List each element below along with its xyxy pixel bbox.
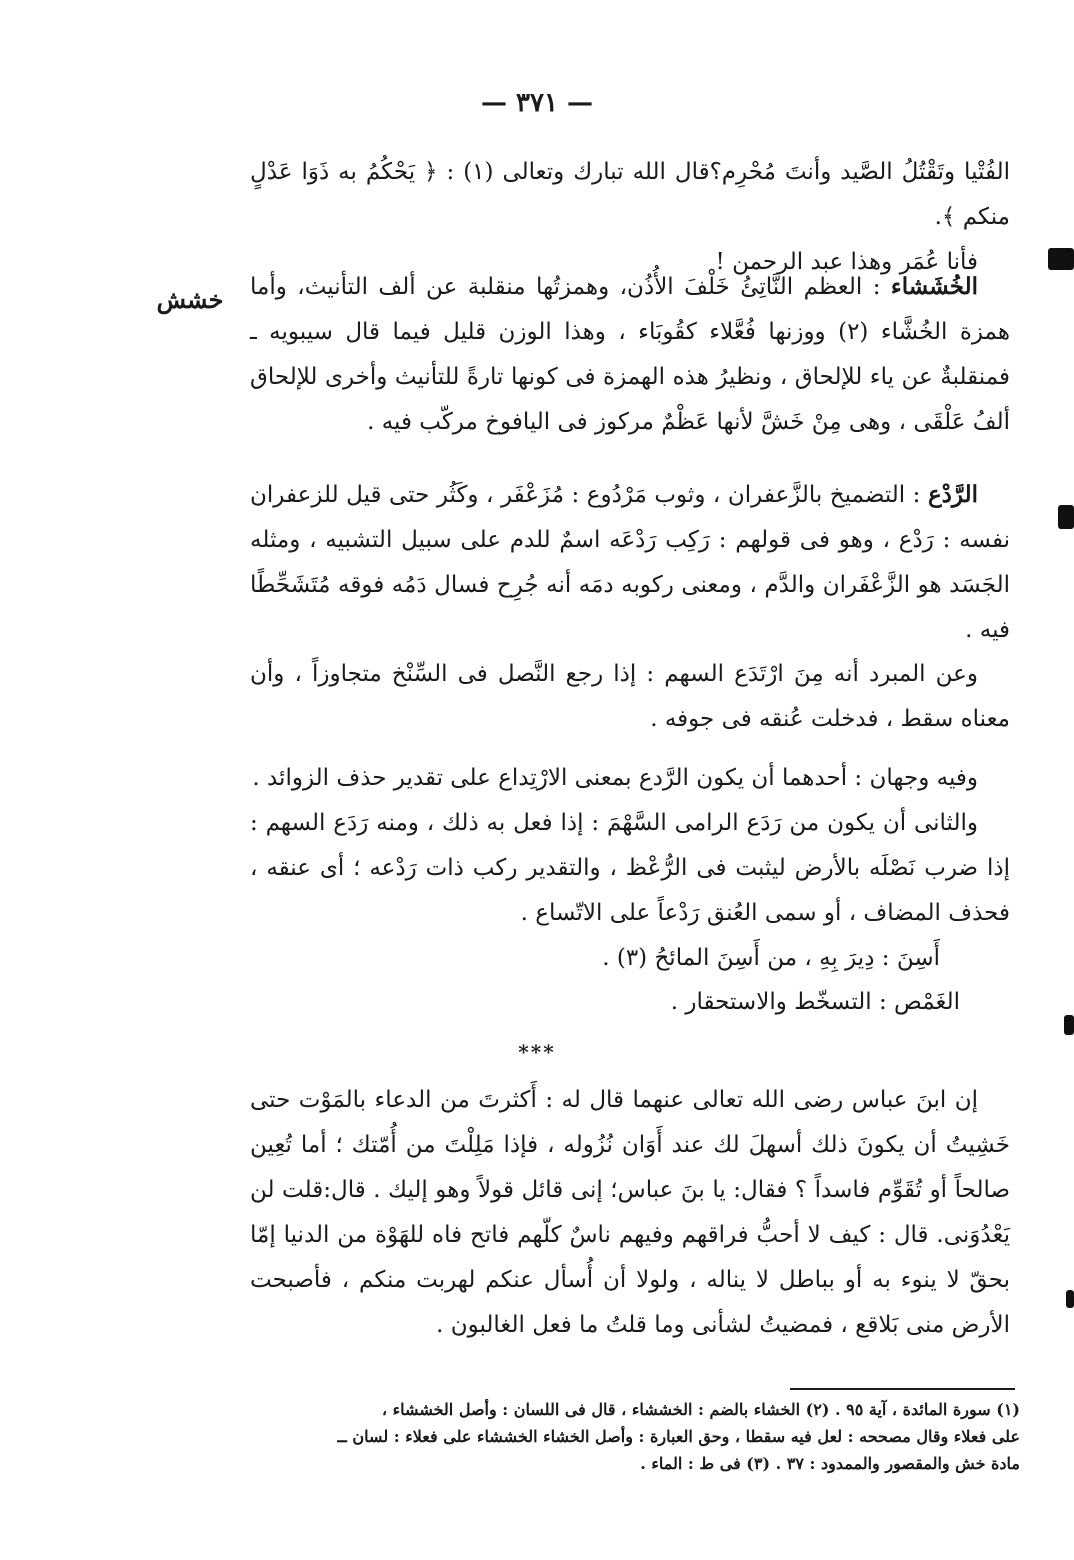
paragraph-wajhan: [250, 756, 1010, 801]
entry-ghams: [250, 980, 1010, 1025]
footnote-line: (١) سورة المائدة ، آية ٩٥ . (٢) الخشاء بالضم : الخششاء ، قال فى اللسان : وأصل الخششاء ،: [381, 1400, 1020, 1419]
footnote-line: مادة خش والمقصور والممدود : ٣٧ . (٣) فى ط : الماء .: [640, 1454, 1020, 1473]
paragraph-text: أَسِنَ : دِيرَ بِهِ ، من أَسِنَ المائحُ (٣) .: [602, 945, 940, 971]
footnote-line: على فعلاء وقال مصححه : لعل فيه سقطا ، وحق العبارة : وأصل الخشاء الخششاء على فعلاء : لسان ــ: [337, 1427, 1020, 1446]
paragraph-thani: [250, 801, 1010, 936]
paragraph-text: إن ابنَ عباس رضى الله تعالى عنهما قال له : أَكثرتَ من الدعاء بالمَوْت حتى خَشِيتُ أن يكونَ ذلك أسهلَ لك عند أَوَان نُزُوله ، فإذا مَلِلْتَ من أُمّتك ؛ أما تُعِين صالحاً أو تُقَوِّم فاسداً ؟ فقال: يا بنَ عباس؛ إنى قائل قولاً وهو إليك . قال:قلت لن يَعْدُوَنى. قال : كيف لا أحبُّ فراقهم وفيهم ناسٌ كلّهم فاتح فاه للهَوْة من الدنيا إمّا بحقّ لا ينوء به أو بباطل لا يناله ، ولولا أن أُسأل عنكم لهربت منكم ، فأصبحت الأرض منى بَلاقع ، فمضيتُ لشأنى وما قلتُ ما فعل الغالبون .: [250, 1087, 1010, 1338]
paragraph-text: والثانى أن يكون من رَدَع الرامى السَّهْمَ : إذا فعل به ذلك ، ومنه رَدَع السهم : إذا ضرب نَصْلَه بالأرض ليثبت فى الرُّعْظ ، والتقدير ركب ذات رَدْعه ؛ أى عنقه ، فحذف المضاف ، أو سمى العُنق رَدْعاً على الاتّساع .: [250, 810, 1010, 926]
bottom-paragraph: [250, 1078, 1010, 1348]
text-line: فأنا عُمَر وهذا عبد الرحمن !: [715, 249, 978, 275]
entry-definition: : التضميخ بالزَّعفران ، وثوب مَرْدُوع : مُزَعْفَر ، وكَثُر حتى قيل للزعفران نفسه : رَدْع ، وهو فى قولهم : رَكِب رَدْعَه اسمٌ للدم على سبيل التشبيه ، ومثله الجَسَد هو الزَّعْفَران والدَّم ، ومعنى ركوبه دمَه أنه جُرِح فسال دَمُه فوقه مُتَشَحِّطًا فيه .: [250, 482, 1010, 643]
footnotes: [250, 1396, 1020, 1477]
section-separator: ***: [518, 1040, 556, 1064]
paragraph-text: الغَمْص : التسخّط والاستحقار .: [670, 989, 960, 1015]
entry-rad: [250, 472, 1010, 653]
text-line: الفُتْيا وتَقْتُلُ الصَّيد وأنتَ مُحْرِم؟قال الله تبارك وتعالى (١) : ﴿ يَحْكُمُ به ذَوَا عَدْلٍ منكم ﴾.: [250, 159, 1010, 230]
paragraph-text: وعن المبرد أنه مِنَ ارْتَدَع السهم : إذا رجع النَّصل فى السِّنْخ متجاوزاً ، وأن معناه سقط ، فدخلت عُنقه فى جوفه .: [250, 661, 1010, 732]
entry-asina: [250, 936, 1010, 981]
footnote-divider: [790, 1388, 1015, 1390]
scan-edge-mark: [1066, 1290, 1074, 1308]
scan-edge-mark: [1058, 505, 1074, 529]
entry-headword: الرَّدْع: [927, 481, 978, 508]
scan-edge-mark: [1064, 1015, 1074, 1035]
margin-keyword: خشش: [156, 285, 224, 314]
paragraph-mubarrad: [250, 652, 1010, 742]
entry-definition: : العظم النَّاتِئُ خَلْفَ الأُذُن، وهمزتُها منقلبة عن ألف التأنيث، وأما همزة الخُشَّاء (٢) ووزنها فُعَّلاء كقُوبَاء ، وهذا الوزن قليل فيما قال سيبويه ـ فمنقلبةٌ عن ياء للإلحاق ، ونظيرُ هذه الهمزة فى كونها تارةً للتأنيث وأخرى للإلحاق ألفُ عَلْقَى ، وهى مِنْ خَشَّ لأنها عَظْمٌ مركوز فى اليافوخ مركّب فيه .: [250, 274, 1010, 435]
scan-edge-mark: [1048, 248, 1074, 270]
entry-headword: الخُشَشاء: [890, 273, 978, 300]
paragraph-text: وفيه وجهان : أحدهما أن يكون الرَّدع بمعنى الارْتِداع على تقدير حذف الزوائد .: [252, 765, 978, 791]
page-number: — ٣٧١ —: [480, 88, 594, 118]
entry-khushasha: [250, 264, 1010, 445]
